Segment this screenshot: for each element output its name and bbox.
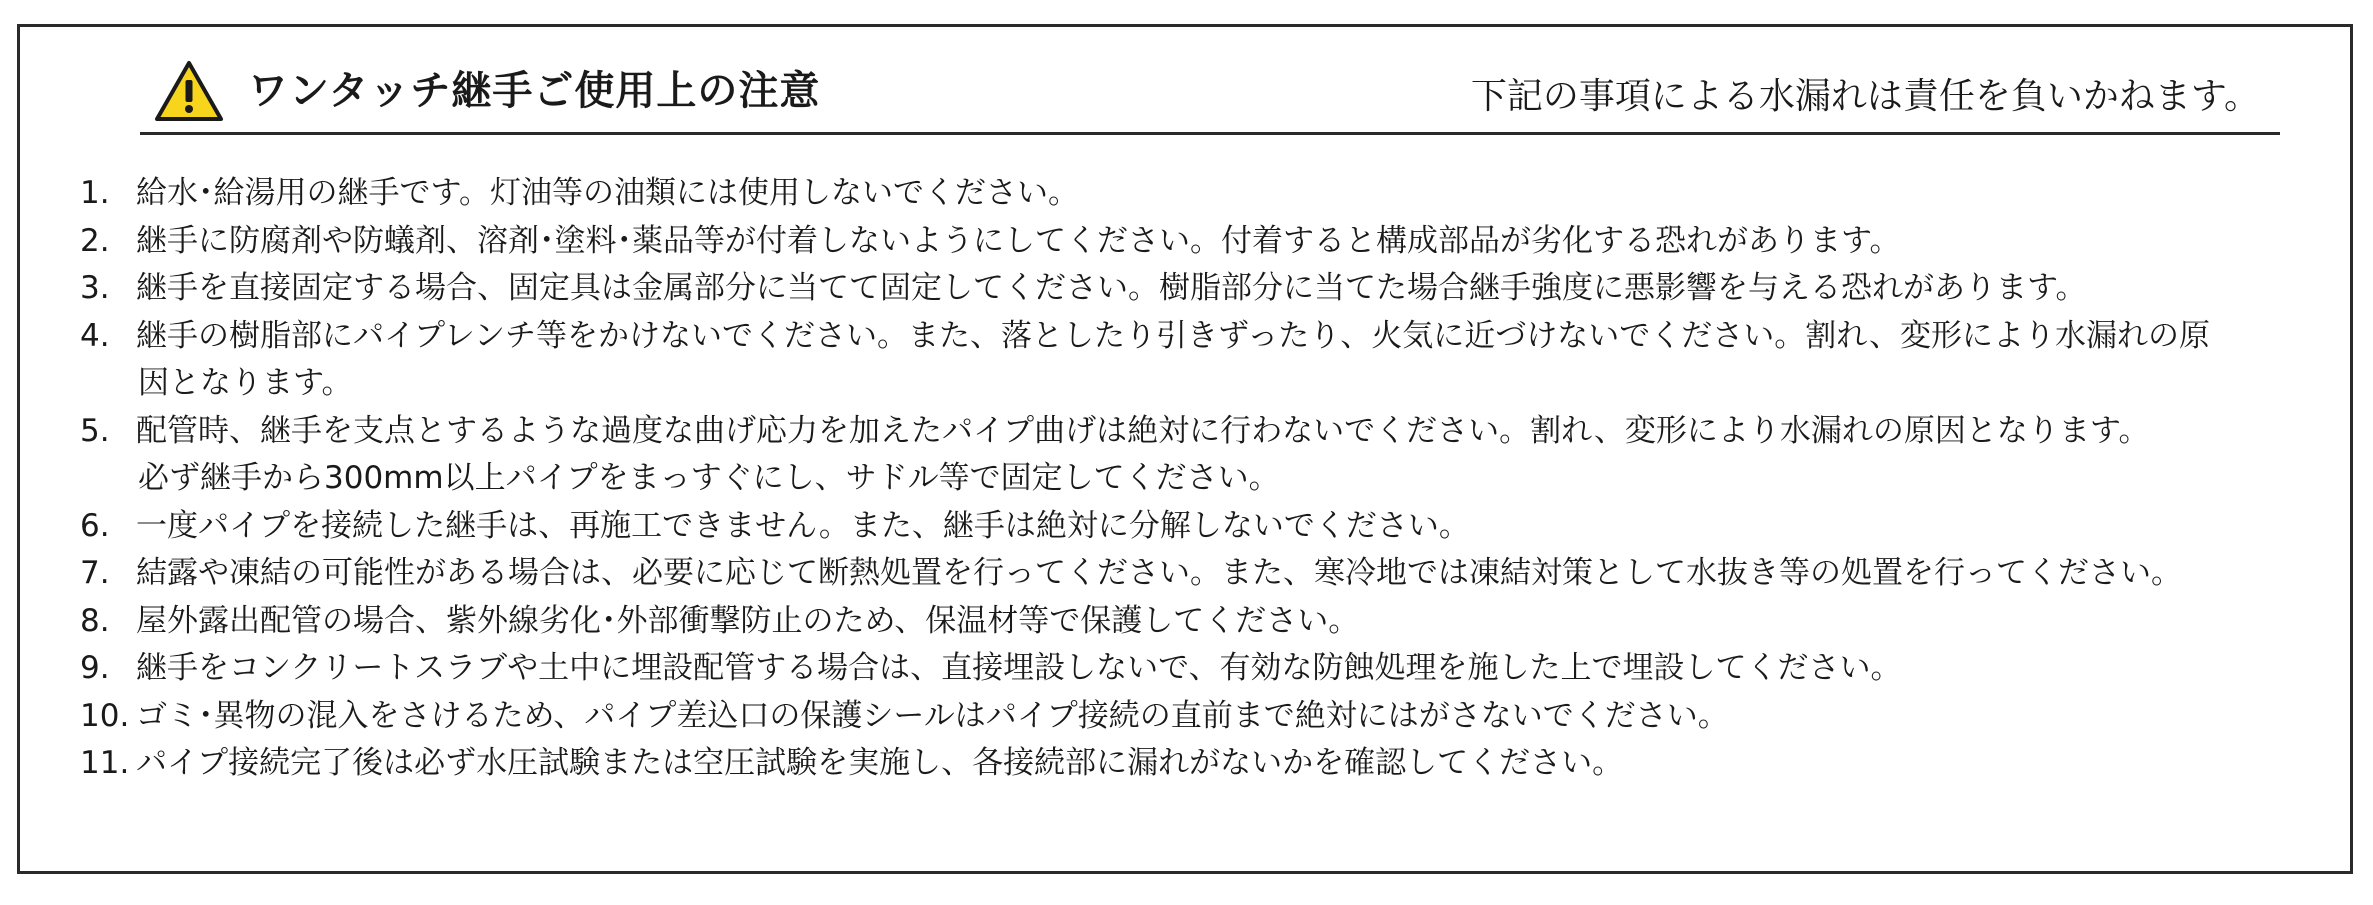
item-text [136, 170, 1079, 218]
list-item-continuation [80, 360, 2310, 408]
item-number: 5. [80, 412, 110, 449]
item-number: 8. [80, 602, 110, 639]
item-line: ゴミ･異物の混入をさけるため、パイプ差込口の保護シールはパイプ接続の直前まで絶対にはがさないでください。 [136, 697, 1729, 734]
item-number: 6. [80, 507, 110, 544]
item-text [136, 408, 2149, 456]
notice-header [140, 50, 2280, 132]
item-line: パイプ接続完了後は必ず水圧試験または空圧試験を実施し、各接続部に漏れがないかを確認してください。 [136, 745, 1624, 781]
list-item [80, 503, 2310, 551]
item-line: 配管時、継手を支点とするような過度な曲げ応力を加えたパイプ曲げは絶対に行わないでください。割れ、変形により水漏れの原因となります。 [136, 412, 2150, 449]
item-line: 一度パイプを接続した継手は、再施工できません。また、継手は絶対に分解しないでください。 [136, 507, 1470, 544]
item-number: 4. [80, 317, 110, 354]
item-line: 必ず継手から300mm以上パイプをまっすぐにし、サドル等で固定してください。 [138, 460, 1280, 496]
liability-disclaimer: 下記の事項による水漏れは責任を負いかねます。 [1470, 76, 2260, 117]
item-text [136, 693, 1729, 741]
item-line: 結露や凍結の可能性がある場合は、必要に応じて断熱処置を行ってください。また、寒冷地では凍結対策として水抜き等の処置を行ってください。 [136, 555, 2182, 591]
item-text [136, 598, 1359, 646]
item-line: 継手の樹脂部にパイプレンチ等をかけないでください。また、落としたり引きずったり、火気に近づけないでください。割れ、変形により水漏れの原 [136, 317, 2211, 354]
item-number: 9. [80, 650, 110, 686]
item-text [136, 313, 2210, 361]
item-line: 給水･給湯用の継手です。灯油等の油類には使用しないでください。 [136, 175, 1080, 211]
list-item [80, 598, 2310, 646]
item-number: 7. [80, 555, 110, 591]
item-line: 継手に防腐剤や防蟻剤、溶剤･塗料･薬品等が付着しないようにしてください。付着すると構成部品が劣化する恐れがあります。 [136, 222, 1901, 259]
item-line: 継手を直接固定する場合、固定具は金属部分に当てて固定してください。樹脂部分に当てた場合継手強度に悪影響を与える恐れがあります。 [136, 270, 2087, 306]
list-item [80, 218, 2310, 266]
list-item [80, 408, 2310, 456]
item-line: 因となります。 [138, 365, 353, 401]
warning-triangle-icon [154, 60, 224, 122]
list-item [80, 313, 2310, 361]
item-number: 1. [80, 175, 110, 211]
list-item [80, 170, 2310, 218]
notice-title: ワンタッチ継手ご使用上の注意 [248, 68, 821, 114]
list-item [80, 550, 2310, 598]
list-item [80, 740, 2310, 788]
header-divider [140, 132, 2280, 135]
list-item [80, 265, 2310, 313]
item-number: 2. [80, 222, 110, 259]
item-text [136, 740, 1623, 788]
item-text [136, 503, 1470, 551]
item-text [136, 218, 1901, 266]
item-number: 11. [80, 745, 130, 781]
list-item [80, 645, 2310, 693]
item-text [136, 550, 2182, 598]
precautions-list [80, 170, 2310, 788]
item-number: 10. [80, 697, 130, 734]
item-line: 継手をコンクリートスラブや土中に埋設配管する場合は、直接埋設しないで、有効な防蝕処理を施した上で埋設してください。 [136, 650, 1902, 686]
item-text [136, 645, 1901, 693]
item-line: 屋外露出配管の場合、紫外線劣化･外部衝撃防止のため、保温材等で保護してください。 [136, 602, 1360, 639]
item-number: 3. [80, 270, 110, 306]
list-item [80, 693, 2310, 741]
list-item-continuation [80, 455, 2310, 503]
item-text [136, 265, 2087, 313]
